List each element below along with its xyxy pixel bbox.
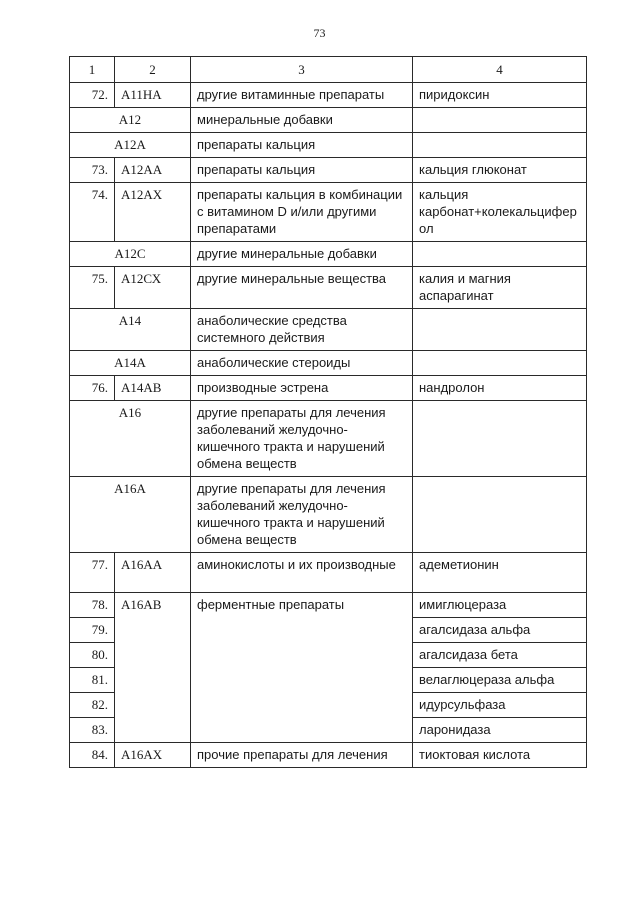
- atc-code: А12А: [70, 133, 191, 158]
- atc-code: А12АХ: [115, 183, 191, 242]
- drug-name: [413, 477, 587, 553]
- row-number: 83.: [70, 718, 115, 743]
- table-row: [70, 158, 587, 183]
- anatomical-group: минеральные добавки: [191, 108, 413, 133]
- atc-code: А12АА: [115, 158, 191, 183]
- table-row: [70, 593, 587, 618]
- group-row: [70, 351, 587, 376]
- anatomical-group: другие препараты для лечения заболеваний желудочно-кишечного тракта и нарушений обмена веществ: [191, 401, 413, 477]
- anatomical-group: аминокислоты и их производные: [191, 553, 413, 593]
- group-row: [70, 477, 587, 553]
- atc-code: А14А: [70, 351, 191, 376]
- anatomical-group: препараты кальция: [191, 158, 413, 183]
- atc-code: А16АА: [115, 553, 191, 593]
- atc-code: А16АХ: [115, 743, 191, 768]
- anatomical-group: производные эстрена: [191, 376, 413, 401]
- table-body: [70, 83, 587, 768]
- column-header-1: 1: [70, 57, 115, 83]
- anatomical-group: другие минеральные вещества: [191, 267, 413, 309]
- group-row: [70, 309, 587, 351]
- atc-code: А16: [70, 401, 191, 477]
- header-row: [70, 57, 587, 83]
- atc-code: А12СХ: [115, 267, 191, 309]
- row-number: 79.: [70, 618, 115, 643]
- table-row: [70, 553, 587, 593]
- anatomical-group: анаболические стероиды: [191, 351, 413, 376]
- row-number: 75.: [70, 267, 115, 309]
- row-number: 73.: [70, 158, 115, 183]
- drug-name: [413, 133, 587, 158]
- drug-name: [413, 401, 587, 477]
- group-row: [70, 108, 587, 133]
- drug-name: тиоктовая кислота: [413, 743, 587, 768]
- row-number: 72.: [70, 83, 115, 108]
- drug-name: агалсидаза бета: [413, 643, 587, 668]
- drug-name: нандролон: [413, 376, 587, 401]
- atc-code: А11НА: [115, 83, 191, 108]
- atc-code: А14: [70, 309, 191, 351]
- row-number: 78.: [70, 593, 115, 618]
- anatomical-group: другие препараты для лечения заболеваний желудочно-кишечного тракта и нарушений обмена веществ: [191, 477, 413, 553]
- drug-name: велаглюцераза альфа: [413, 668, 587, 693]
- drug-name: кальция карбонат+колекальцифер ол: [413, 183, 587, 242]
- anatomical-group: другие минеральные добавки: [191, 242, 413, 267]
- anatomical-group: другие витаминные препараты: [191, 83, 413, 108]
- group-row: [70, 133, 587, 158]
- atc-code: А12: [70, 108, 191, 133]
- column-header-4: 4: [413, 57, 587, 83]
- column-header-3: 3: [191, 57, 413, 83]
- row-number: 82.: [70, 693, 115, 718]
- table-row: [70, 376, 587, 401]
- drug-name: имиглюцераза: [413, 593, 587, 618]
- group-row: [70, 242, 587, 267]
- drug-name: [413, 242, 587, 267]
- atc-code: А16АВ: [115, 593, 191, 743]
- drug-name: калия и магния аспарагинат: [413, 267, 587, 309]
- table-row: [70, 183, 587, 242]
- drug-name: адеметионин: [413, 553, 587, 593]
- table-row: [70, 267, 587, 309]
- atc-code: А14АВ: [115, 376, 191, 401]
- page-number: 73: [313, 26, 326, 40]
- row-number: 84.: [70, 743, 115, 768]
- drug-name: ларонидаза: [413, 718, 587, 743]
- drug-name: [413, 108, 587, 133]
- atc-code: А12С: [70, 242, 191, 267]
- drug-name: пиридоксин: [413, 83, 587, 108]
- drug-name: [413, 351, 587, 376]
- row-number: 80.: [70, 643, 115, 668]
- column-header-2: 2: [115, 57, 191, 83]
- anatomical-group: анаболические средства системного действия: [191, 309, 413, 351]
- drug-name: агалсидаза альфа: [413, 618, 587, 643]
- row-number: 77.: [70, 553, 115, 593]
- anatomical-group: ферментные препараты: [191, 593, 413, 743]
- atc-code: А16А: [70, 477, 191, 553]
- anatomical-group: препараты кальция: [191, 133, 413, 158]
- anatomical-group: препараты кальция в комбинации с витамином D и/или другими препаратами: [191, 183, 413, 242]
- row-number: 76.: [70, 376, 115, 401]
- drug-name: идурсульфаза: [413, 693, 587, 718]
- row-number: 74.: [70, 183, 115, 242]
- drug-name: кальция глюконат: [413, 158, 587, 183]
- group-row: [70, 401, 587, 477]
- table-row: [70, 83, 587, 108]
- drug-table: [69, 56, 587, 768]
- table-row: [70, 743, 587, 768]
- row-number: 81.: [70, 668, 115, 693]
- drug-name: [413, 309, 587, 351]
- anatomical-group: прочие препараты для лечения: [191, 743, 413, 768]
